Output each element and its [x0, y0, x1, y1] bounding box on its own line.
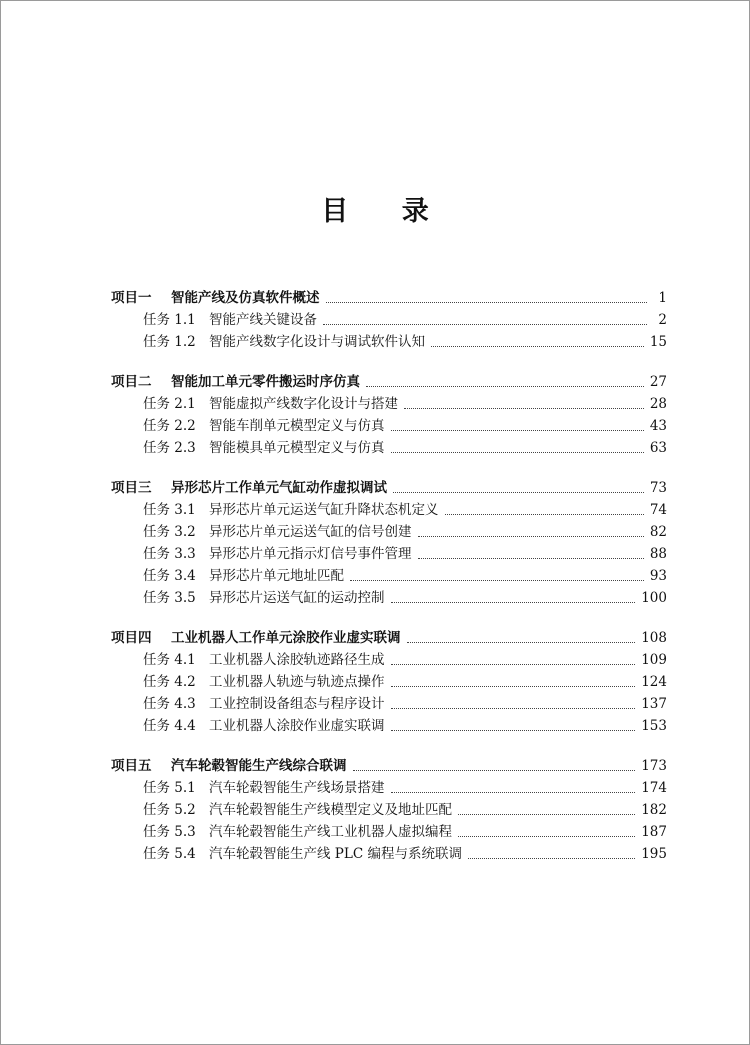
task-label: 任务 4.3	[143, 696, 196, 712]
page-number: 1	[658, 290, 667, 306]
toc-project-entry[interactable]	[111, 627, 667, 649]
page-number: 63	[649, 440, 667, 456]
task-label: 任务 5.2	[143, 802, 196, 818]
dot-leader	[431, 346, 644, 347]
toc-task-entry[interactable]	[111, 693, 667, 715]
toc-task-entry[interactable]	[111, 393, 667, 415]
dot-leader	[407, 642, 636, 643]
toc-task-entry[interactable]	[111, 437, 667, 459]
dot-leader	[458, 836, 635, 837]
toc-project-entry[interactable]	[111, 477, 667, 499]
task-label: 任务 2.1	[143, 396, 196, 412]
task-label: 任务 1.2	[143, 334, 196, 350]
toc-task-entry[interactable]	[111, 799, 667, 821]
toc-project-5	[111, 755, 667, 865]
page-number: 100	[641, 590, 667, 606]
toc-task-entry[interactable]	[111, 499, 667, 521]
page-number: 195	[641, 846, 667, 862]
page-number: 93	[649, 568, 667, 584]
page-title: 目 录	[321, 196, 451, 227]
task-title: 汽车轮毂智能生产线 PLC 编程与系统联调	[209, 846, 462, 862]
task-title: 工业机器人涂胶轨迹路径生成	[209, 652, 385, 668]
task-title: 智能车削单元模型定义与仿真	[209, 418, 385, 434]
page-number: 88	[649, 546, 667, 562]
task-label: 任务 4.2	[143, 674, 196, 690]
dot-leader	[391, 708, 636, 709]
toc-task-entry[interactable]	[111, 415, 667, 437]
page-number: 74	[649, 502, 667, 518]
dot-leader	[391, 730, 636, 731]
dot-leader	[445, 514, 644, 515]
toc-task-entry[interactable]	[111, 671, 667, 693]
toc-task-entry[interactable]	[111, 821, 667, 843]
task-title: 智能模具单元模型定义与仿真	[209, 440, 385, 456]
task-title: 汽车轮毂智能生产线工业机器人虚拟编程	[209, 824, 452, 840]
page-number: 43	[649, 418, 667, 434]
dot-leader	[350, 580, 644, 581]
toc-task-entry[interactable]	[111, 649, 667, 671]
task-title: 汽车轮毂智能生产线模型定义及地址匹配	[209, 802, 452, 818]
task-label: 任务 5.4	[143, 846, 196, 862]
task-title: 智能产线关键设备	[209, 312, 317, 328]
project-title: 汽车轮毂智能生产线综合联调	[171, 758, 347, 774]
page-number: 73	[649, 480, 667, 496]
project-label: 项目二	[111, 374, 152, 390]
dot-leader	[391, 452, 644, 453]
project-title: 智能加工单元零件搬运时序仿真	[171, 374, 360, 390]
dot-leader	[391, 792, 636, 793]
task-label: 任务 2.3	[143, 440, 196, 456]
dot-leader	[391, 686, 636, 687]
page-number: 124	[641, 674, 667, 690]
toc-task-entry[interactable]	[111, 843, 667, 865]
task-title: 异形芯片单元地址匹配	[209, 568, 344, 584]
toc-task-entry[interactable]	[111, 587, 667, 609]
dot-leader	[393, 492, 644, 493]
page-number: 173	[641, 758, 667, 774]
dot-leader	[366, 386, 644, 387]
dot-leader	[404, 408, 644, 409]
toc-project-2	[111, 371, 667, 459]
page-number: 109	[641, 652, 667, 668]
task-label: 任务 3.4	[143, 568, 196, 584]
table-of-contents	[111, 287, 667, 883]
task-title: 工业机器人涂胶作业虚实联调	[209, 718, 385, 734]
task-title: 异形芯片单元指示灯信号事件管理	[209, 546, 412, 562]
task-label: 任务 3.3	[143, 546, 196, 562]
toc-project-entry[interactable]	[111, 287, 667, 309]
page-number: 137	[641, 696, 667, 712]
toc-project-1	[111, 287, 667, 353]
dot-leader	[391, 430, 644, 431]
project-label: 项目一	[111, 290, 152, 306]
task-label: 任务 3.2	[143, 524, 196, 540]
toc-task-entry[interactable]	[111, 543, 667, 565]
toc-task-entry[interactable]	[111, 777, 667, 799]
dot-leader	[326, 302, 648, 303]
page-number: 15	[649, 334, 667, 350]
page-number: 174	[641, 780, 667, 796]
project-title: 异形芯片工作单元气缸动作虚拟调试	[171, 480, 387, 496]
page-number: 27	[649, 374, 667, 390]
page-number: 182	[641, 802, 667, 818]
task-label: 任务 4.4	[143, 718, 196, 734]
page-number: 28	[649, 396, 667, 412]
task-label: 任务 3.5	[143, 590, 196, 606]
dot-leader	[323, 324, 647, 325]
toc-project-entry[interactable]	[111, 371, 667, 393]
page-number: 108	[641, 630, 667, 646]
task-label: 任务 5.3	[143, 824, 196, 840]
dot-leader	[418, 536, 644, 537]
toc-task-entry[interactable]	[111, 309, 667, 331]
dot-leader	[458, 814, 635, 815]
task-title: 智能虚拟产线数字化设计与搭建	[209, 396, 398, 412]
page-number: 2	[658, 312, 667, 328]
page-number: 153	[641, 718, 667, 734]
task-title: 汽车轮毂智能生产线场景搭建	[209, 780, 385, 796]
task-label: 任务 1.1	[143, 312, 196, 328]
task-label: 任务 5.1	[143, 780, 196, 796]
task-title: 工业机器人轨迹与轨迹点操作	[209, 674, 385, 690]
project-label: 项目五	[111, 758, 152, 774]
page-number: 187	[641, 824, 667, 840]
task-title: 异形芯片单元运送气缸的信号创建	[209, 524, 412, 540]
toc-project-entry[interactable]	[111, 755, 667, 777]
toc-task-entry[interactable]	[111, 521, 667, 543]
project-label: 项目三	[111, 480, 152, 496]
dot-leader	[391, 664, 636, 665]
toc-task-entry[interactable]	[111, 331, 667, 353]
project-title: 智能产线及仿真软件概述	[171, 290, 320, 306]
page-number: 82	[649, 524, 667, 540]
project-title: 工业机器人工作单元涂胶作业虚实联调	[171, 630, 401, 646]
dot-leader	[418, 558, 644, 559]
toc-project-4	[111, 627, 667, 737]
dot-leader	[391, 602, 636, 603]
task-label: 任务 2.2	[143, 418, 196, 434]
toc-task-entry[interactable]	[111, 565, 667, 587]
task-title: 异形芯片运送气缸的运动控制	[209, 590, 385, 606]
project-label: 项目四	[111, 630, 152, 646]
task-label: 任务 4.1	[143, 652, 196, 668]
task-title: 智能产线数字化设计与调试软件认知	[209, 334, 425, 350]
task-title: 工业控制设备组态与程序设计	[209, 696, 385, 712]
toc-task-entry[interactable]	[111, 715, 667, 737]
dot-leader	[468, 858, 635, 859]
toc-project-3	[111, 477, 667, 609]
task-title: 异形芯片单元运送气缸升降状态机定义	[209, 502, 439, 518]
task-label: 任务 3.1	[143, 502, 196, 518]
dot-leader	[353, 770, 636, 771]
